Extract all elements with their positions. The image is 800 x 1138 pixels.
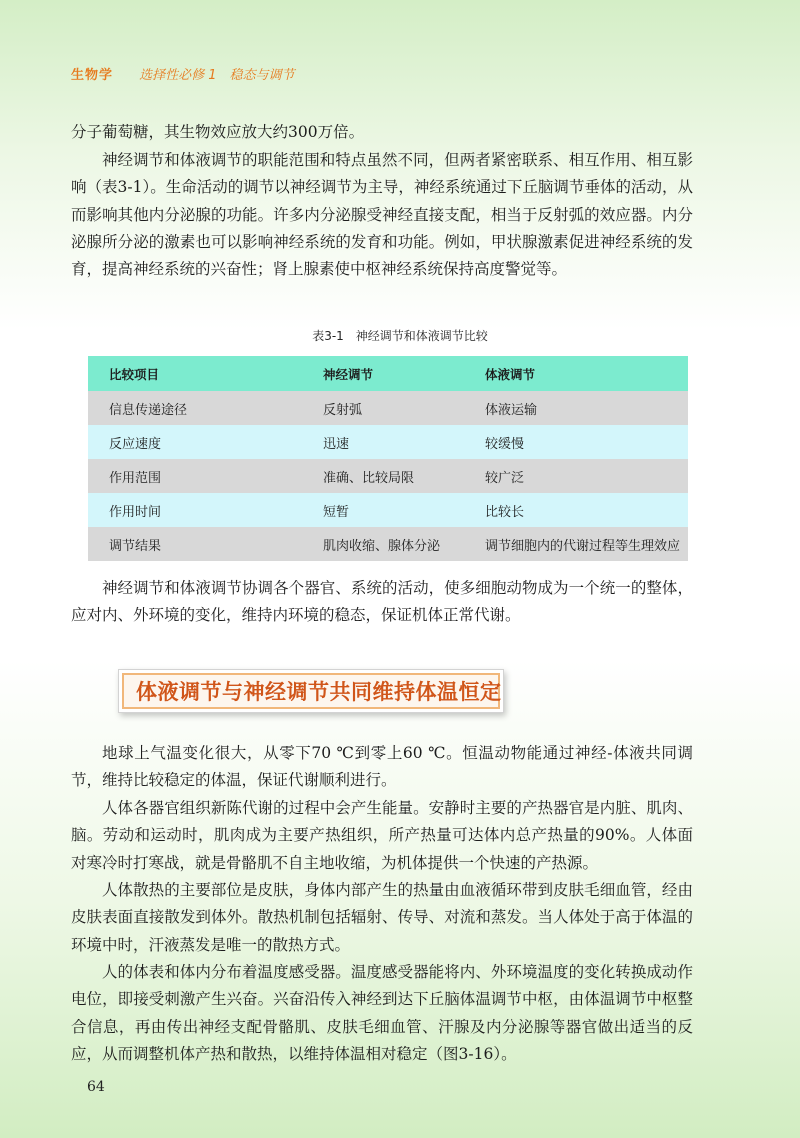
table-cell: 作用范围 [88, 459, 302, 493]
table-cell: 反射弧 [302, 391, 464, 425]
paragraph-temperature-range: 地球上气温变化很大，从零下70 ℃到零上60 ℃。恒温动物能通过神经-体液共同调节，维持比较稳定的体温，保证代谢顺利进行。 [71, 744, 693, 790]
table-cell: 反应速度 [88, 425, 302, 459]
table-header-cell: 体液调节 [464, 356, 688, 391]
table-cell: 比较长 [464, 493, 688, 527]
table-cell: 较缓慢 [464, 425, 688, 459]
table-cell: 调节结果 [88, 527, 302, 561]
section-heading: 体液调节与神经调节共同维持体温恒定 [136, 680, 502, 704]
table-header-row [88, 356, 688, 391]
course-label: 选择性必修 1 稳态与调节 [139, 68, 295, 83]
table-cell: 准确、比较局限 [302, 459, 464, 493]
table-row [88, 493, 688, 527]
table-header-cell: 神经调节 [302, 356, 464, 391]
table-header-cell: 比较项目 [88, 356, 302, 391]
table-cell: 迅速 [302, 425, 464, 459]
paragraph-coordination: 神经调节和体液调节协调各个器官、系统的活动，使多细胞动物成为一个统一的整体，应对内、外环境的变化，维持内环境的稳态，保证机体正常代谢。 [71, 579, 693, 625]
table-row [88, 459, 688, 493]
table-caption: 表3-1 神经调节和体液调节比较 [312, 329, 488, 343]
subject-label: 生物学 [71, 68, 114, 83]
page-number: 64 [87, 1079, 105, 1095]
paragraph-regulation-relationship: 神经调节和体液调节的职能范围和特点虽然不同，但两者紧密联系、相互作用、相互影响（表3-1）。生命活动的调节以神经调节为主导，神经系统通过下丘脑调节垂体的活动，从而影响其他内分泌腺的功能。许多内分泌腺受神经直接支配，相当于反射弧的效应器。内分泌腺所分泌的激素也可以影响神经系统的发育和功能。例如，甲状腺激素促进神经系统的发育，提高神经系统的兴奋性；肾上腺素使中枢神经系统保持高度警觉等。 [71, 151, 693, 279]
table-cell: 肌肉收缩、腺体分泌 [302, 527, 464, 561]
table-cell: 作用时间 [88, 493, 302, 527]
table-row [88, 391, 688, 425]
section-heading-box [118, 669, 504, 713]
table-cell: 短暂 [302, 493, 464, 527]
table-row [88, 425, 688, 459]
paragraph-continued: 分子葡萄糖，其生物效应放大约300万倍。 [71, 123, 365, 141]
comparison-table [88, 356, 688, 561]
table-cell: 信息传递途径 [88, 391, 302, 425]
table-cell: 调节细胞内的代谢过程等生理效应 [464, 527, 688, 561]
paragraph-thermoreceptors: 人的体表和体内分布着温度感受器。温度感受器能将内、外环境温度的变化转换成动作电位，即接受刺激产生兴奋。兴奋沿传入神经到达下丘脑体温调节中枢，由体温调节中枢整合信息，再由传出神经支配骨骼肌、皮肤毛细血管、汗腺及内分泌腺等器官做出适当的反应，从而调整机体产热和散热，以维持体温相对稳定（图3-16）。 [71, 963, 693, 1063]
table-row [88, 527, 688, 561]
table-cell: 较广泛 [464, 459, 688, 493]
paragraph-heat-dissipation: 人体散热的主要部位是皮肤，身体内部产生的热量由血液循环带到皮肤毛细血管，经由皮肤表面直接散发到体外。散热机制包括辐射、传导、对流和蒸发。当人体处于高于体温的环境中时，汗液蒸发是唯一的散热方式。 [71, 881, 693, 954]
table-cell: 体液运输 [464, 391, 688, 425]
paragraph-heat-production: 人体各器官组织新陈代谢的过程中会产生能量。安静时主要的产热器官是内脏、肌肉、脑。劳动和运动时，肌肉成为主要产热组织，所产热量可达体内总产热量的90%。人体面对寒冷时打寒战，就是骨骼肌不自主地收缩，为机体提供一个快速的产热源。 [71, 799, 693, 872]
section-heading-frame [122, 673, 500, 709]
running-header [71, 64, 295, 83]
